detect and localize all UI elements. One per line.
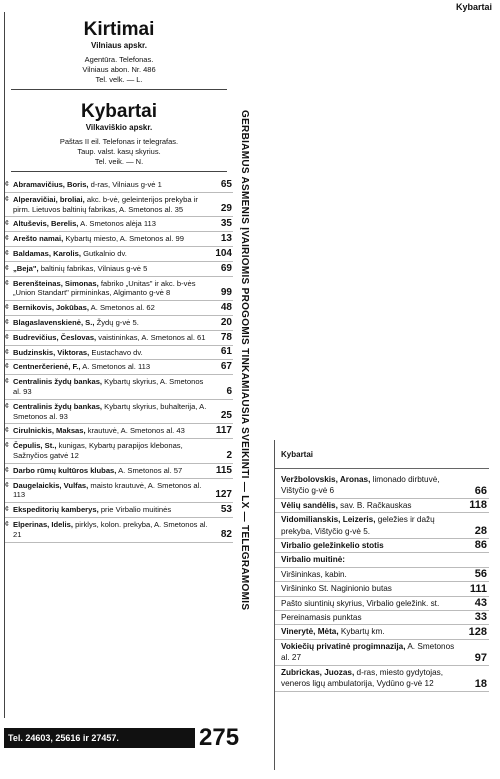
- list-item: [275, 666, 489, 692]
- entry-text: vaistininkas, A. Smetonos al. 61: [98, 332, 206, 342]
- entry-name: Vinerytė, Mėta,: [281, 627, 339, 637]
- list-item: [275, 473, 489, 499]
- kybartai-info-line: Taup. valst. kasų skyrius.: [77, 147, 161, 156]
- list-item: [5, 400, 233, 425]
- entry-phone-number: 66: [474, 484, 487, 497]
- entry-name: Blagaslavenskienė, S.,: [13, 317, 95, 327]
- entry-text: A. Smetonos al. 57: [118, 465, 183, 475]
- entry-phone-number: 53: [220, 503, 232, 515]
- bullet-icon: ¢: [5, 520, 9, 528]
- kybartai-subtitle: Vilkaviškio apskr.: [85, 123, 153, 132]
- entry-name: Altuševis, Berelis,: [13, 219, 79, 229]
- bullet-icon: ¢: [5, 427, 9, 435]
- list-item: [5, 518, 233, 543]
- entry-text: A. Smetonos alėja 113: [80, 219, 156, 229]
- entry-text: krautuvė, A. Smetonos al. 43: [87, 426, 185, 436]
- divider: [275, 468, 489, 469]
- entry-phone-number: 78: [220, 331, 232, 343]
- divider: [11, 171, 227, 172]
- entry-name: Vėlių sandėlis,: [281, 500, 338, 510]
- list-item: [5, 301, 233, 316]
- bullet-icon: ¢: [5, 506, 9, 514]
- entry-phone-number: 111: [469, 582, 487, 595]
- entry-text: Kybartų skyrius, A. Smetonos al. 93: [13, 377, 204, 396]
- entry-phone-number: 104: [215, 247, 232, 259]
- entry-text: A. Smetonos al. 27: [281, 641, 455, 663]
- entry-name: Baldamas, Karolis,: [13, 248, 81, 258]
- entry-text: sav. B. Račkauskas: [340, 500, 412, 510]
- entry-phone-number: 29: [220, 203, 232, 215]
- bullet-icon: ¢: [5, 442, 9, 450]
- entry-text: Viršininko St. Naginionio butas: [281, 584, 392, 594]
- list-item: [5, 217, 233, 232]
- entry-name: Ekspeditorių kamberys,: [13, 505, 99, 515]
- entry-name: Darbo rūmų kultūros klubas,: [13, 465, 117, 475]
- kirtimai-info-line: Tel. velk. — L.: [95, 75, 143, 84]
- list-item: [275, 625, 489, 639]
- right-entry-list: [275, 473, 489, 692]
- entry-name: Cirulnickis, Maksas,: [13, 426, 86, 436]
- left-entry-list: [5, 178, 233, 543]
- entry-text: fabriko „Unitas" ir akc. b-vės „Union Standart" pirmininkas, Algimanto g-vė 8: [13, 278, 196, 298]
- entry-name: „Beja",: [13, 263, 39, 273]
- entry-name: Centralinis žydų bankas,: [13, 377, 103, 387]
- entry-text: Pašto siuntinių skyrius, Virbalio geležink. st.: [281, 598, 440, 608]
- entry-name: Centralinis žydų bankas,: [13, 401, 103, 411]
- divider: [11, 89, 227, 90]
- entry-text: A. Smetonos al. 62: [90, 303, 155, 313]
- entry-phone-number: 97: [474, 651, 487, 664]
- kirtimai-info-line: Vilniaus abon. Nr. 486: [82, 65, 156, 74]
- list-item: [5, 178, 233, 193]
- entry-text: Viršininkas, kabin.: [281, 569, 347, 579]
- entry-phone-number: 56: [474, 568, 487, 581]
- list-item: [275, 611, 489, 625]
- entry-name: Veržbolovskis, Aronas,: [281, 475, 371, 484]
- list-item: [5, 360, 233, 375]
- entry-phone-number: 117: [215, 425, 232, 437]
- entry-text: baltinių fabrikas, Vilniaus g-vė 5: [40, 263, 148, 273]
- bullet-icon: ¢: [5, 348, 9, 356]
- bullet-icon: ¢: [5, 264, 9, 272]
- kybartai-title: Kybartai: [80, 101, 158, 122]
- list-item: [5, 346, 233, 361]
- list-item: [5, 424, 233, 439]
- entry-text: A. Smetonos al. 113: [82, 362, 151, 372]
- entry-phone-number: 20: [220, 316, 232, 328]
- bullet-icon: ¢: [5, 195, 9, 203]
- entry-phone-number: 65: [220, 178, 232, 190]
- bullet-icon: ¢: [5, 220, 9, 228]
- entry-phone-number: 99: [220, 287, 232, 299]
- kirtimai-title: Kirtimai: [83, 19, 155, 40]
- entry-phone-number: 127: [215, 489, 232, 501]
- kybartai-info-line: Paštas II eil. Telefonas ir telegrafas.: [59, 137, 179, 146]
- kirtimai-info: [5, 55, 233, 85]
- entry-name: Centnerčerienė, F.,: [13, 362, 81, 372]
- kirtimai-info-line: Agentūra. Telefonas.: [84, 55, 154, 64]
- right-column: [274, 440, 489, 770]
- list-item: [275, 553, 489, 567]
- entry-text: Pereinamasis punktas: [281, 613, 362, 623]
- entry-phone-number: 128: [468, 625, 487, 638]
- entry-text: Kybartų miesto, A. Smetonos al. 99: [65, 234, 184, 244]
- list-item: [5, 464, 233, 479]
- kybartai-info: [5, 137, 233, 167]
- entry-name: Zubrickas, Juozas,: [281, 667, 355, 677]
- entry-name: Budzinskis, Viktoras,: [13, 347, 90, 357]
- kybartai-info-line: Tel. veik. — N.: [94, 157, 144, 166]
- entry-phone-number: 2: [226, 449, 232, 461]
- entry-name: Budrevičius, Česlovas,: [13, 332, 97, 342]
- entry-text: limonado dirbtuvė, Vištyčio g-vė 6: [281, 475, 440, 496]
- entry-name: Alperavičiai, broliai,: [13, 194, 85, 204]
- entry-text: d-ras, miesto gydytojas, veneros ligų ambulatorija, Vydūno g-vė 12: [281, 667, 444, 689]
- bullet-icon: ¢: [5, 363, 9, 371]
- entry-text: pirklys, kolon. prekyba, A. Smetonos al. 21: [13, 519, 208, 539]
- bullet-icon: ¢: [5, 279, 9, 287]
- entry-phone-number: 86: [474, 539, 487, 552]
- bullet-icon: ¢: [5, 181, 9, 188]
- entry-phone-number: 35: [220, 218, 232, 230]
- bullet-icon: ¢: [5, 378, 9, 386]
- bullet-icon: ¢: [5, 318, 9, 326]
- entry-text: Žydų g-vė 5.: [96, 317, 139, 327]
- entry-phone-number: 48: [220, 301, 232, 313]
- list-item: [5, 193, 233, 218]
- entry-text: geležies ir dažų prekyba, Vištyčio g-vė 5.: [281, 515, 435, 536]
- entry-phone-number: 18: [474, 677, 487, 690]
- entry-text: d-ras, Vilniaus g-vė 1: [90, 180, 162, 189]
- list-item: [5, 375, 233, 400]
- kirtimai-subtitle: Vilniaus apskr.: [91, 41, 147, 50]
- right-header: Kybartai: [281, 450, 314, 459]
- entry-text: akc. b-vė, geleinterijos prekyba ir pirm. Lietuvos baltinių fabrikas, A. Smetonos al. 35: [13, 194, 198, 214]
- page-number: 275: [199, 724, 240, 751]
- bullet-icon: ¢: [5, 304, 9, 312]
- entry-phone-number: 13: [220, 232, 232, 244]
- entry-text: maisto krautuvė, A. Smetonos al. 113: [13, 480, 202, 500]
- entry-name: Daugelaickis, Vulfas,: [13, 480, 89, 490]
- list-item: [275, 640, 489, 666]
- side-banner: [236, 110, 252, 716]
- list-item: [5, 247, 233, 262]
- list-item: [5, 316, 233, 331]
- entry-text: prie Virbalio muitinės: [100, 505, 172, 515]
- entry-phone-number: 69: [220, 262, 232, 274]
- entry-text: Gutkalnio dv.: [83, 248, 127, 258]
- entry-name: Čepulis, St.,: [13, 441, 57, 451]
- entry-phone-number: 115: [215, 464, 232, 476]
- entry-text: Eustachavo dv.: [91, 347, 143, 357]
- footer-telephone: Tel. 24603, 25616 ir 27457.: [4, 728, 195, 748]
- entry-phone-number: 82: [220, 528, 232, 540]
- list-item: [275, 597, 489, 611]
- entry-phone-number: 43: [474, 597, 487, 610]
- page-header: Kybartai: [455, 2, 492, 12]
- bullet-icon: ¢: [5, 235, 9, 243]
- list-item: [5, 503, 233, 518]
- entry-text: Kybartų skyrius, buhalterija, A. Smetonos al. 93: [13, 401, 207, 421]
- entry-phone-number: 33: [474, 611, 487, 624]
- entry-text: kunigas, Kybartų parapijos klebonas, Sažnyčios gatvė 12: [13, 441, 183, 460]
- list-item: [5, 331, 233, 346]
- entry-name: Berenšteinas, Simonas,: [13, 278, 99, 288]
- entry-name: Vidomilianskis, Leizeris,: [281, 515, 376, 525]
- bullet-icon: ¢: [5, 249, 9, 257]
- bullet-icon: ¢: [5, 402, 9, 410]
- left-column: [4, 12, 233, 718]
- list-item: [5, 439, 233, 464]
- list-item: [275, 513, 489, 539]
- entry-phone-number: 61: [220, 346, 232, 358]
- bullet-icon: ¢: [5, 481, 9, 489]
- entry-name: Bernikovis, Jokūbas,: [13, 303, 89, 313]
- entry-phone-number: 118: [469, 499, 487, 512]
- list-item: [275, 539, 489, 553]
- side-banner-text: GERBIAMUS ASMENIS ĮVAIRIOMIS PROGOMIS TINKAMIAUSIA SVEIKINTI — LX — TELEGRAMOMIS: [239, 110, 250, 611]
- list-item: [275, 568, 489, 582]
- bullet-icon: ¢: [5, 466, 9, 474]
- entry-phone-number: 67: [220, 361, 232, 373]
- entry-name: Virbalio geležinkelio stotis: [281, 541, 384, 551]
- entry-name: Vokiečių privatinė progimnazija,: [281, 641, 406, 651]
- entry-name: Arešto namai,: [13, 234, 64, 244]
- list-item: [275, 582, 489, 596]
- entry-name: Virbalio muitinė:: [281, 555, 345, 565]
- entry-name: Abramavičius, Boris,: [13, 180, 89, 189]
- list-item: [5, 277, 233, 302]
- entry-phone-number: 6: [226, 385, 232, 397]
- bullet-icon: ¢: [5, 333, 9, 341]
- list-item: [5, 232, 233, 247]
- list-item: [5, 262, 233, 277]
- list-item: [275, 499, 489, 513]
- entry-phone-number: 25: [220, 410, 232, 422]
- entry-name: Elperinas, Idelis,: [13, 519, 73, 529]
- entry-phone-number: 28: [474, 525, 487, 538]
- list-item: [5, 479, 233, 504]
- entry-text: Kybartų km.: [340, 627, 385, 637]
